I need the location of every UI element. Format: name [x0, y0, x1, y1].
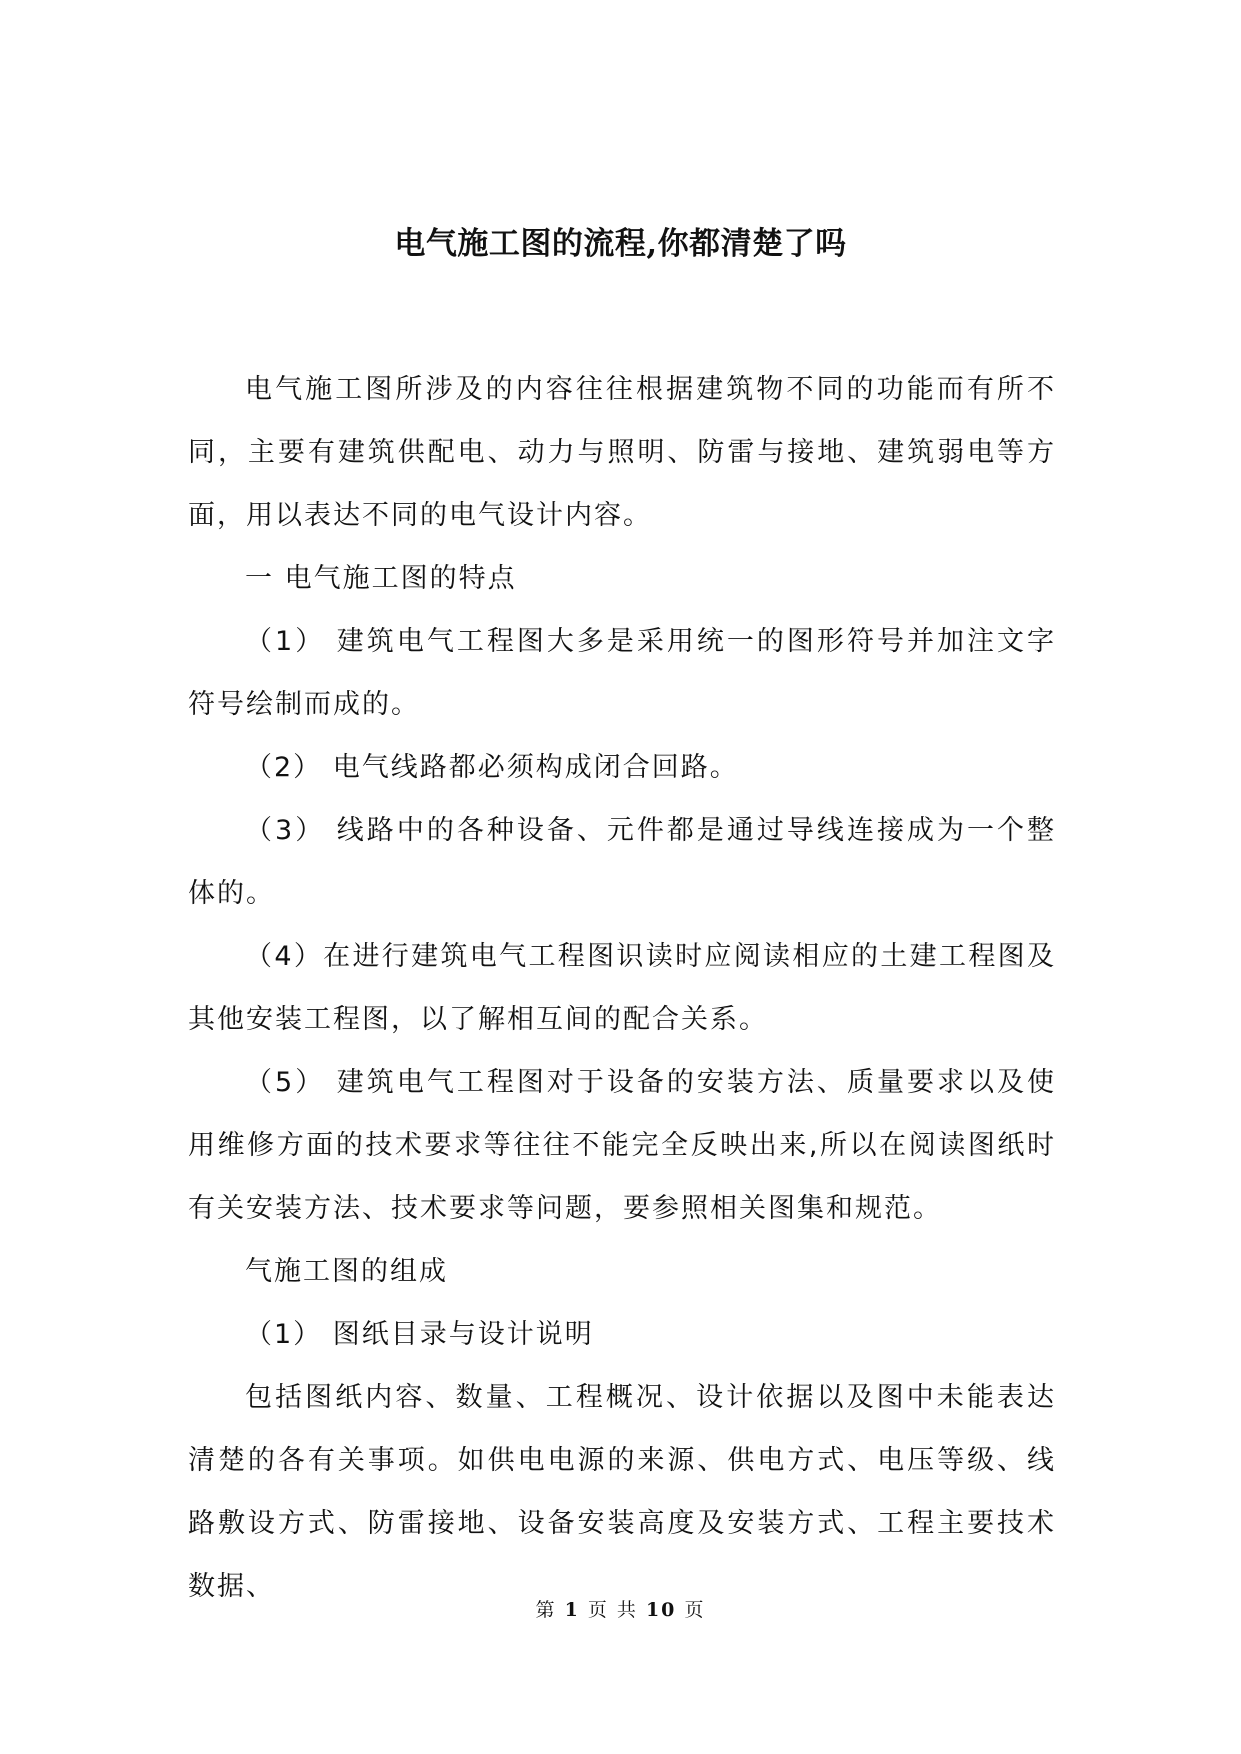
page-number: 1: [564, 1599, 580, 1621]
subsection-heading: （1） 图纸目录与设计说明: [245, 1319, 594, 1350]
total-pages: 10: [645, 1599, 677, 1621]
body-paragraph: 电气施工图所涉及的内容往往根据建筑物不同的功能而有所不同，主要有建筑供配电、动力与照明、防雷与接地、建筑弱电等方面，用以表达不同的电气设计内容。: [188, 374, 1056, 531]
body-paragraph: （5） 建筑电气工程图对于设备的安装方法、质量要求以及使用维修方面的技术要求等往往不能完全反映出来,所以在阅读图纸时有关安装方法、技术要求等问题，要参照相关图集和规范。: [188, 1067, 1056, 1224]
section-heading: 一 电气施工图的特点: [245, 563, 517, 594]
section-heading: 气施工图的组成: [245, 1256, 448, 1287]
footer-middle: 页 共: [587, 1599, 638, 1621]
footer-suffix: 页: [684, 1599, 706, 1621]
body-paragraph: （2） 电气线路都必须构成闭合回路。: [245, 752, 739, 783]
body-paragraph: 包括图纸内容、数量、工程概况、设计依据以及图中未能表达清楚的各有关事项。如供电电源的来源、供电方式、电压等级、线路敷设方式、防雷接地、设备安装高度及安装方式、工程主要技术数据、: [188, 1382, 1056, 1602]
body-paragraph: （1） 建筑电气工程图大多是采用统一的图形符号并加注文字符号绘制而成的。: [188, 626, 1056, 720]
body-paragraph: （4）在进行建筑电气工程图识读时应阅读相应的土建工程图及其他安装工程图，以了解相互间的配合关系。: [188, 941, 1056, 1035]
document-title: 电气施工图的流程,你都清楚了吗: [394, 226, 847, 262]
body-paragraph: （3） 线路中的各种设备、元件都是通过导线连接成为一个整体的。: [188, 815, 1056, 909]
document-body: [188, 358, 1056, 1618]
page-footer: [0, 1598, 1241, 1622]
footer-prefix: 第: [535, 1599, 557, 1621]
